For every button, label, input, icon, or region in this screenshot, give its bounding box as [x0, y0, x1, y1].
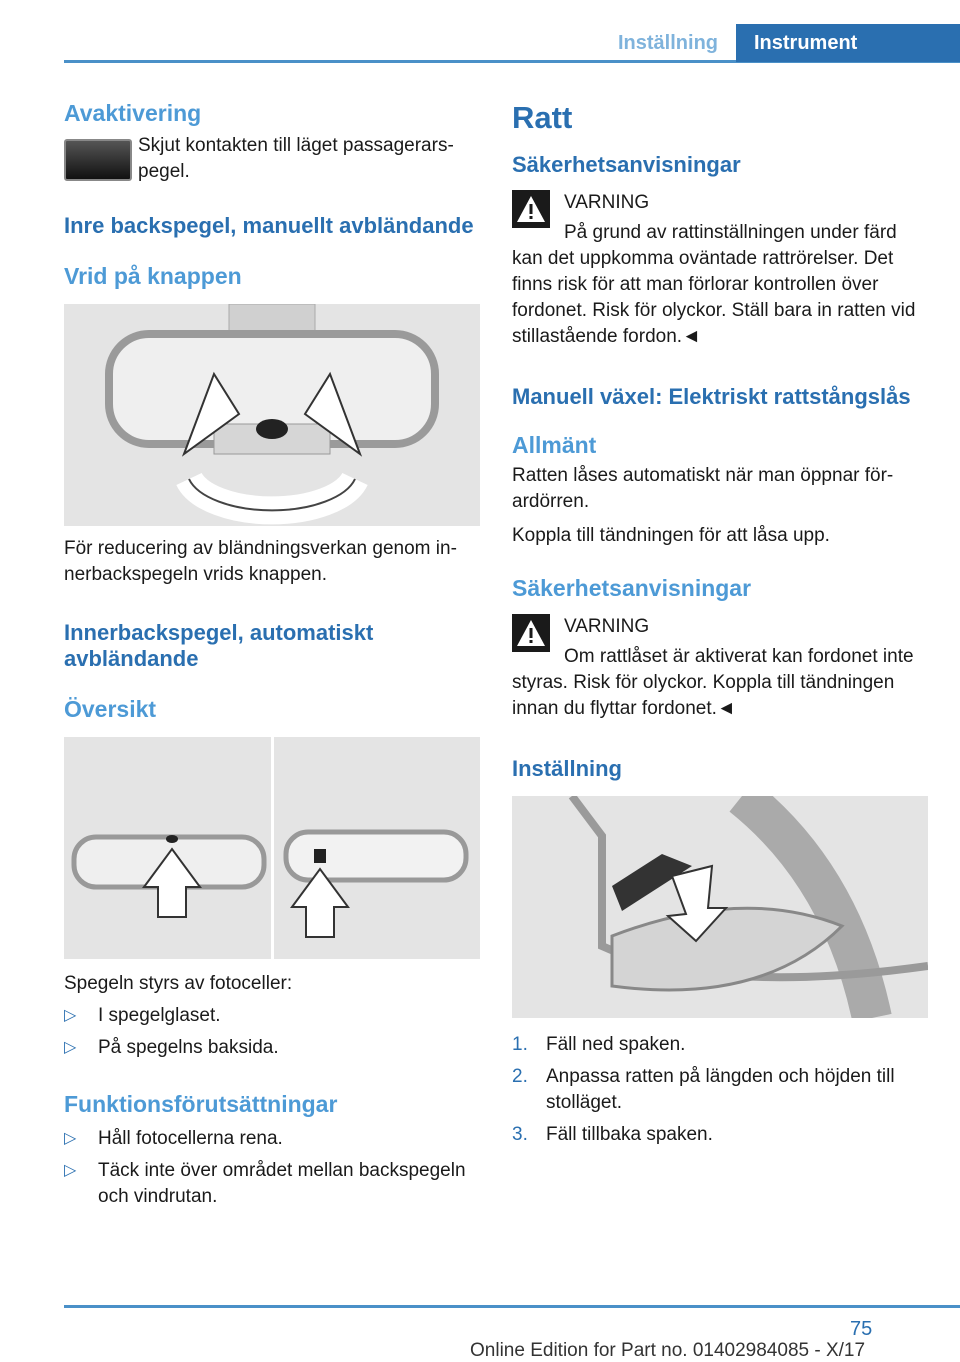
step-number: 3. [512, 1124, 528, 1145]
steps-list [512, 1032, 928, 1148]
list-item: 1. Fäll ned spaken. [512, 1032, 928, 1058]
list-item: 2. Anpassa ratten på längden och höjden till stolläget. [512, 1066, 895, 1113]
avaktivering-text: Skjut kontakten till läget passagerarspegel. [138, 135, 454, 182]
triangle-bullet-icon: ▷ [64, 1039, 77, 1056]
footer-rule [64, 1305, 960, 1308]
tab-installning[interactable]: Inställning [618, 32, 718, 54]
steering-lever-figure [512, 796, 928, 1018]
warning-block-2 [512, 614, 928, 640]
mirror-knob-figure [64, 304, 480, 526]
warning-text-2: Om rattlåset är aktiverat kan fordonet inte styras. Risk för olyckor. Koppla till tändningen innan du flyttar fordonet.◄ [512, 646, 914, 719]
photocell-list [64, 1003, 480, 1061]
triangle-bullet-icon: ▷ [64, 1162, 77, 1179]
reducering-text: För reducering av bländningsverkan genom innerbackspegeln vrids knappen. [64, 538, 457, 585]
heading-vrid: Vrid på knappen [64, 263, 242, 289]
allmant-text-1: Ratten låses automatiskt när man öppnar förardörren. [512, 465, 894, 512]
warning-block-1 [512, 190, 928, 216]
list-item: ▷ Håll fotocellerna rena. [64, 1126, 480, 1152]
warning-text-1: På grund av rattinställningen under färd kan det uppkomma oväntade rattrörelser. Det finns risk för att man förlorar kontrollen över fordonet. Risk för olyckor. Ställ bara in ratten vid stillastående fordon.◄ [512, 222, 916, 347]
triangle-bullet-icon: ▷ [64, 1130, 77, 1147]
warning-title: VARNING [564, 616, 650, 637]
triangle-bullet-icon: ▷ [64, 1007, 77, 1024]
warning-icon [512, 614, 550, 652]
page-number: 75 [850, 1318, 873, 1340]
heading-sakerhet-2: Säkerhetsanvisningar [512, 575, 752, 601]
requirements-list [64, 1126, 480, 1210]
heading-allmant: Allmänt [512, 432, 597, 458]
heading-oversikt: Översikt [64, 696, 157, 722]
heading-manuell-vaxel: Manuell växel: Elektriskt rattstångslås [512, 384, 911, 409]
list-item: ▷ På spegelns baksida. [64, 1035, 480, 1061]
allmant-text-2: Koppla till tändningen för att låsa upp. [512, 525, 830, 546]
mirror-knob-illustration [64, 304, 480, 526]
edition-text: Online Edition for Part no. 01402984085 - X/17 [470, 1340, 866, 1361]
warning-icon [512, 190, 550, 228]
step-number: 2. [512, 1066, 528, 1087]
right-column [512, 100, 928, 1148]
photocell-figure [64, 737, 480, 959]
heading-innerbackspegel-auto: Innerbackspegel, automatiskt avbländande [64, 620, 374, 671]
tab-instrument[interactable]: Instrument [736, 24, 960, 62]
left-column [64, 100, 480, 1210]
heading-avaktivering: Avaktivering [64, 100, 202, 126]
list-item: ▷ I spegelglaset. [64, 1003, 480, 1029]
warning-title: VARNING [564, 192, 650, 213]
photocell-illustration [64, 737, 480, 959]
steering-lever-illustration [512, 796, 928, 1018]
spegeln-text: Spegeln styrs av fotoceller: [64, 973, 293, 994]
list-item: ▷ Täck inte över området mellan backspegeln och vindrutan. [64, 1160, 466, 1207]
heading-installning: Inställning [512, 756, 622, 781]
switch-button-icon [64, 139, 132, 181]
heading-sakerhet-1: Säkerhetsanvisningar [512, 152, 741, 177]
heading-ratt: Ratt [512, 100, 573, 135]
heading-inre-backspegel: Inre backspegel, manuellt avbländande [64, 213, 474, 238]
step-number: 1. [512, 1034, 528, 1055]
heading-funktionsforutsattningar: Funktionsförutsättningar [64, 1091, 338, 1117]
list-item: 3. Fäll tillbaka spaken. [512, 1122, 928, 1148]
